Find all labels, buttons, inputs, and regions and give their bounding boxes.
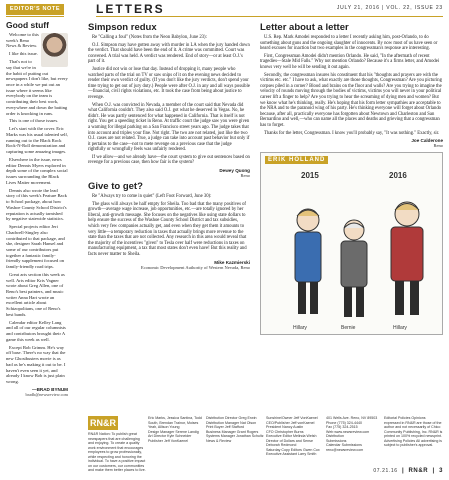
page-footer: 07.21.16 | RN&R | 3 xyxy=(373,468,443,474)
section-title: LETTERS xyxy=(96,2,165,16)
letter-author: Mike Kazmierski xyxy=(214,259,250,265)
letter-paragraph: O.J. Simpson may have gotten away with murder in LA when the jury handed down the verdict. That should have been the end of it. A crime was committed. Court was convened. A trial was held. A verdict was rendered. End of story—or at least O.J.'s part of it. xyxy=(88,42,250,65)
letter-paragraph: First, Congressman Amodei didn't mention Orlando. He said, "In the aftermath of recent tragedies—Stale Mid Falls." Why not mention Orlando? Because it's a firms letter, and Amodei knows very well he will be sending it out again. xyxy=(260,53,440,70)
cartoon-figure-bernie xyxy=(331,212,377,322)
letter-paragraph: Secondly, the congressman insures his constituent that his "thoughts and prayers are with the victims etc. etc." I have to ask, what exactly are those thoughts, Congressman? Are you picturing corpses piled in a corner? Blood and brains on the floor and walls? Are you trying to imagine the velocity of rounds moving through the bodies of victims, victims you will never in your political career lift a finger to help? Are you trying to hear the screaming of dying men and women? But we know what he's thinking, really. He's hoping that his form letter sympathies are acceptable to the NRA and to the paranoid wing of his party. He's thinking everyone will forget about Orlando because, after all, practically everyone has forgotten about Newtown and Charleston and San Bernardino and well,—who can name all the places and deaths and grieving that a congressman has to forget. xyxy=(260,72,442,128)
letter-title: Give to get? xyxy=(88,181,143,193)
header-rule xyxy=(96,16,443,17)
masthead-staff-list: Eric Marks, Jessica Santina, Todd South, Brendan Trainor, Moises Yeah, Allison Young Design Manager Serene Landig Art Director Kyle Schneider Publisher Jeff VonKaenel xyxy=(148,416,202,443)
editors-note-tab: EDITOR'S NOTE xyxy=(6,4,64,15)
letters-column-right xyxy=(260,22,443,415)
editors-note-paragraph: I like this issue. xyxy=(9,51,38,57)
editors-note-paragraph: Special projects editor Jeri Chadwell-Singley also contributed to that package, and she, designer Sarah Hansel and some of our contributors put together a fantastic family-friendly supplement focused on family-friendly road trips. xyxy=(6,224,65,270)
letter-author: Joe Calderone xyxy=(411,138,443,144)
letter-paragraph: If we allow—and we already have—the court system to give out sentences based on revenge for a previous case, then how fair is the system? xyxy=(88,154,250,166)
footer-date: 07.21.16 xyxy=(373,468,398,474)
page-header xyxy=(0,0,449,17)
issue-line: JULY 21, 2016 | VOL. 22, ISSUE 23 xyxy=(336,5,443,11)
letter-about-a-letter xyxy=(260,22,443,148)
editors-note-title: Good stuff xyxy=(6,20,49,30)
masthead-policies: Editorial Policies Opinions expressed in RN&R are those of the author and not necessarily of Chico Community Publishing, Inc. RN&R is printed on 100% recycled newsprint. Advertising Policies All advertising is subject to publisher's approval. xyxy=(384,416,443,447)
letter-paragraph: Justice did not win or lose that day. Instead of dropping it, many people who watched parts of the trial on TV or saw snips of it on the evening news decided to render their own verdict of guilty. (If you don't like the jury verdicts, don't spend your time trying to get out of jury duty.) People were after O.J. in any and all ways possible—financial, civil rights violations, etc. It took the case from being about justice to revenge. xyxy=(88,66,250,100)
letter-give-to-get xyxy=(88,181,250,270)
cartoonist-label: ERIK HOLLAND xyxy=(265,156,328,164)
editor-photo xyxy=(41,33,68,67)
cartoon-caption-left: Hillary xyxy=(293,325,307,332)
footer-paper: RN&R xyxy=(408,468,429,474)
masthead-mission: RN&R Nation: To publish great newspapers that are challenging and enjoying. To create a quality work environment that encourages employees to grow professionally, while respecting and honoring the individual. To have a positive impact on our customers, our communities and make them better places to live. xyxy=(88,432,146,472)
editors-note-paragraph: Let's start with the cover. Eric Marks was his usual talented self, running out to the Black Rock Rock-N-Roll demonstration and capturing some amazing images. xyxy=(6,126,69,155)
letter-paragraph: Re "Always try to come in quiet" (Left Foot Forward, June 30): xyxy=(92,194,212,200)
letter-paragraph: Re "Calling a foul" (Notes from the Neon Babylon, June 23): xyxy=(92,35,207,40)
letter-paragraph: U.S. Rep. Mark Amodei responded to a letter I recently asking him, post-Orlando, to do something about guns and the ongoing slaughter of innocents. By now most of us have seen or heard excuses for inaction but two examples in the congressman's response are interesting. xyxy=(260,35,438,52)
editors-note-paragraph: Calendar editor Kelley Lang and all of our regular columnists and contributors brought their A game this week as well. xyxy=(6,319,66,342)
page-number: 3 xyxy=(439,468,443,474)
letter-paragraph: Thanks for the letter, Congressman. I know you'll probably say, "It was nothing." Exactly, sir. xyxy=(264,130,440,136)
editors-note-signature: —BRAD BYNUM xyxy=(32,386,68,392)
letter-title: Letter about a letter xyxy=(260,22,349,33)
editors-note-paragraph: That's not to say that we're in the habit of putting out newspapers I don't like, but every once in a while we put out an issue where it seems like everybody on the team is contributing their best work, everywhere and down the batting order is knocking in runs. xyxy=(6,59,68,116)
masthead-distribution-list: Distribution Director Greg Erwin Distribution Manager Nat Olson Print Buyer Jeff Stafford Business Manager Grant Rogers Systems Manager Jonathan Schultz News & Review xyxy=(206,416,264,443)
letter-paragraph: When O.J. was convicted in Nevada, a member of the court said that Nevada did what California couldn't. They also said O.J. got what he deserved in Vegas. No, he didn't. He was partly sentenced for what happened in California. That is itself is not right. You get a speeding ticket in Reno. At traffic court the judge saw you were given a warning for illegal parking on a San Francisco street years ago. The judge takes that into account and triples your fine. Not right. The two are not related, just like the two O.J. cases are not related. True, a judge can take into account past behavior but only if it pertains to the case—not to mete revenge on a previous case that the judge rightfully or wrongfully feels was unfairly rendered. xyxy=(88,102,250,153)
editors-note-paragraph: Dennis also wrote the lead story of this week's Feature Back to School package, about how Washoe County School District's reputation is actually tarnished by negative statewide statistics. xyxy=(6,187,67,222)
letter-location: Economic Development Authority of Western Nevada, Reno xyxy=(140,264,250,270)
cartoon-figure-hillary-right xyxy=(379,196,435,322)
editors-note-paragraph: Great arts section this week as well. Arts editor Kris Vagner wrote about Greg Allen, one of Reno's best painters, and music writer Anna Hart wrote an excellent article about Schizopolitans, one of Reno's best bands. xyxy=(6,271,65,317)
rnr-logo: RN&R xyxy=(90,418,116,428)
editors-note-paragraph: Except Bob Grimm. He's way off base. There's no way that the new Ghostbusters movie is as bad as he's making it out to be. I haven't even seen it yet, and already I know Bob is just plain wrong. xyxy=(6,344,66,384)
masthead-corporate-list: Sunshine/Owner Jeff VonKaenel CEO/Publisher Jeff vonKaenel President Nancy Austin CFO Christopher Burns Executive Editor Melinda Welsh Director of Dollars and Sense Deborah Redmond Saturday Copy Editors Gwen Cox Executive Assistant Larry Smith xyxy=(266,416,320,456)
letter-simpson-redux xyxy=(88,22,250,178)
cartoon-figure-hillary-left xyxy=(283,202,333,322)
editorial-cartoon xyxy=(260,152,443,335)
letters-column-left xyxy=(88,22,250,415)
editors-note-paragraph: This is one of those issues. xyxy=(9,118,59,124)
letter-paragraph: The glass will always be half empty for Sheila. Too bad that the many positives of growth—average wage increase, job opportunities, etc.—are totally ignored by her liberal, anti-growth message. She focuses on the negatives like using state dollars to help ensure the success of the Washoe County School District and tax subsidies, which very few companies actually get, and even when they get them it amounts to very little—a temporary reduction in taxes that actually brings more revenue to the state than the taxes that are not collected. Any research in this area would reveal that the majority of the incentives "given" to Tesla over half were reductions in taxes on manufacturing equipment, a tax that most states don't even have! But this reality and facts never matter to Sheila. xyxy=(88,201,247,257)
cartoon-year-right: 2016 xyxy=(389,171,407,181)
letter-title: Simpson redux xyxy=(88,22,157,33)
letter-location: Reno xyxy=(240,173,250,179)
editors-note xyxy=(6,20,68,415)
editors-note-paragraph: Welcome to this week's Reno News & Review. xyxy=(6,32,39,49)
masthead-contact-info: 401 Wells Ave. Reno, NV 89503 Phone (775) 324-4440 Fax (775) 324-2515 Web www.newsreview.com Distribution Submissions Calendar Submissions reno@newsreview.com xyxy=(326,416,378,452)
cartoon-caption-mid: Bernie xyxy=(341,325,356,332)
editors-note-paragraph: Elsewhere in the issue, news editor Dennis Myers explored in depth some of the complex social issues surrounding the Black Lives Matter movement. xyxy=(6,157,68,185)
letter-author: Dewey Quong xyxy=(219,168,250,174)
header-rule-left xyxy=(6,16,64,17)
cartoon-year-left: 2015 xyxy=(301,171,319,181)
letter-location: Reno xyxy=(433,143,443,149)
cartoon-caption-right: Hillary xyxy=(393,325,407,332)
editors-note-email[interactable]: bradb@newsreview.com xyxy=(25,391,68,397)
